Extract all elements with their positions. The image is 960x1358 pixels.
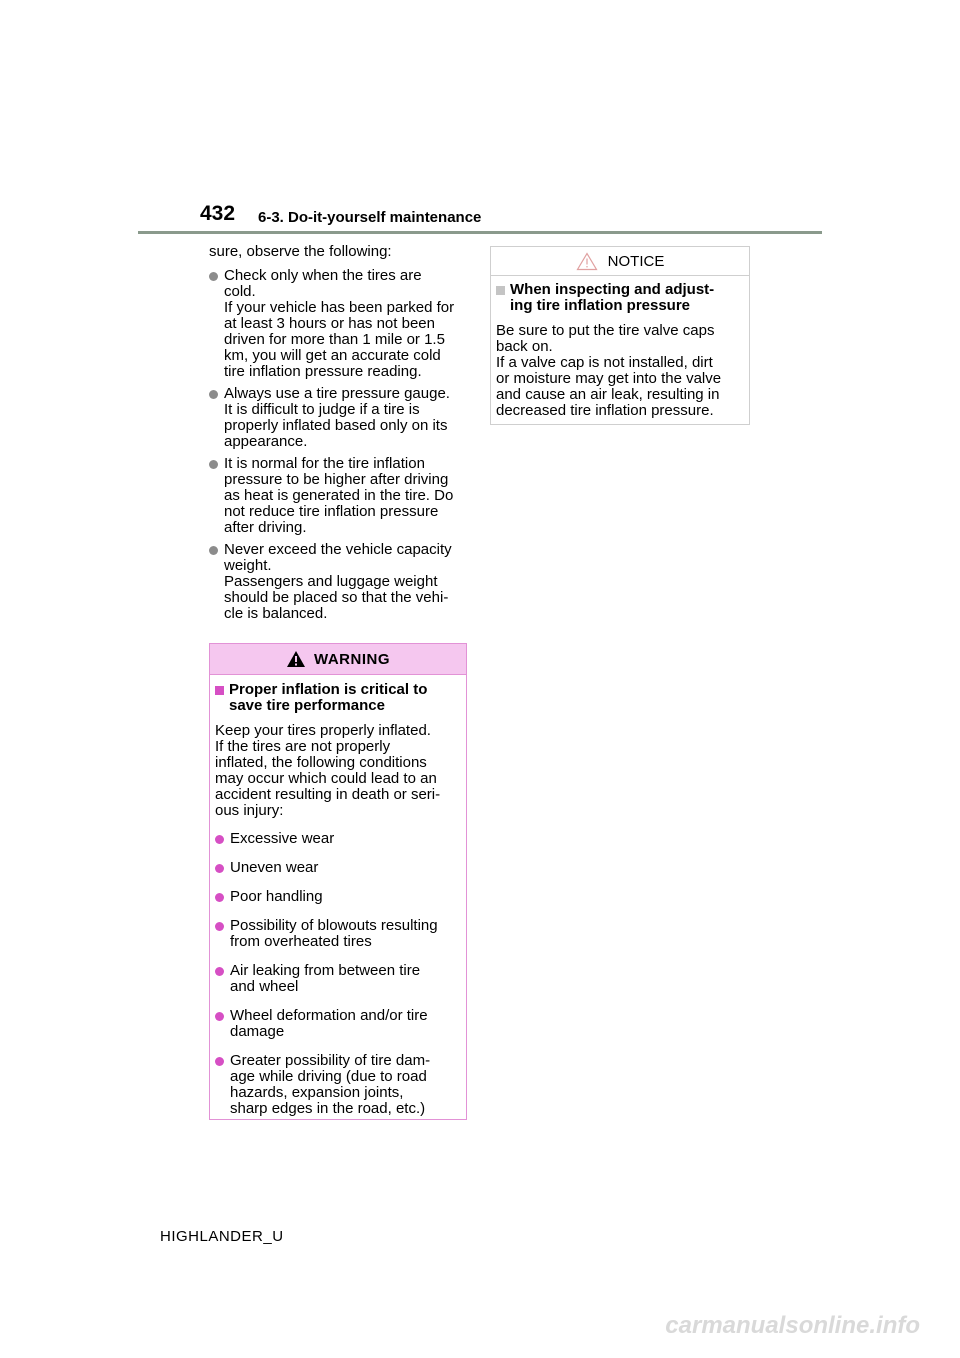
list-item — [215, 889, 461, 905]
list-item-text: It is normal for the tire inflation pressure to be higher after driving as heat is generated in the tire. Do not reduce tire inflation pressure after driving. — [224, 455, 454, 536]
bullet-icon — [209, 390, 218, 399]
section-title: 6-3. Do-it-yourself maintenance — [258, 209, 482, 226]
notice-heading — [496, 282, 744, 314]
bullet-icon — [215, 922, 224, 931]
warning-header — [210, 644, 466, 675]
notice-body — [491, 276, 749, 419]
list-item — [209, 268, 471, 380]
square-bullet-icon — [496, 286, 505, 295]
list-item — [215, 1008, 461, 1040]
list-item-text: Greater possibility of tire dam- age while driving (due to road hazards, expansion joints, sharp edges in the road, etc.) — [230, 1052, 431, 1117]
list-item — [209, 542, 471, 622]
bullet-icon — [215, 864, 224, 873]
list-item-text: Poor handling — [230, 888, 323, 905]
warning-heading-text: Proper inflation is critical to save tire performance — [229, 681, 428, 714]
warning-heading — [215, 682, 461, 714]
list-item — [215, 860, 461, 876]
list-item-text: Air leaking from between tire and wheel — [230, 962, 421, 995]
square-bullet-icon — [215, 686, 224, 695]
list-item-text: Possibility of blowouts resulting from overheated tires — [230, 917, 438, 950]
notice-box — [490, 246, 750, 425]
warning-body — [210, 675, 466, 1117]
bullet-icon — [209, 272, 218, 281]
watermark: carmanualsonline.info — [665, 1312, 920, 1339]
notice-label: NOTICE — [607, 252, 665, 270]
list-item — [215, 1053, 461, 1117]
caution-triangle-icon — [576, 252, 598, 271]
list-item-text: Never exceed the vehicle capacity weight. Passengers and luggage weight should be placed so that the vehi- cle is balanced. — [224, 541, 452, 622]
notice-header — [491, 247, 749, 276]
footer-model: HIGHLANDER_U — [160, 1228, 284, 1245]
warning-box — [209, 643, 467, 1120]
list-item-text: Excessive wear — [230, 830, 335, 847]
bullet-icon — [209, 546, 218, 555]
list-item-text: Wheel deformation and/or tire damage — [230, 1007, 428, 1040]
notice-heading-text: When inspecting and adjust- ing tire inflation pressure — [510, 281, 715, 314]
bullet-icon — [215, 1057, 224, 1066]
warning-label: WARNING — [314, 650, 390, 668]
intro-text: sure, observe the following: — [209, 243, 392, 260]
warning-paragraph: Keep your tires properly inflated. If the tires are not properly inflated, the following conditions may occur which could lead to an accident resulting in death or seri- ous injury: — [215, 722, 441, 819]
list-item-text: Always use a tire pressure gauge. It is difficult to judge if a tire is properly inflated based only on its appearance. — [224, 385, 450, 450]
bullet-icon — [209, 460, 218, 469]
list-item — [215, 831, 461, 847]
list-item — [209, 456, 471, 536]
warning-triangle-icon — [286, 650, 306, 668]
list-item — [209, 386, 471, 450]
notice-paragraph: Be sure to put the tire valve caps back on. If a valve cap is not installed, dirt or moisture may get into the valve and cause an air leak, resulting in decreased tire inflation pressure. — [496, 322, 722, 419]
bullet-icon — [215, 893, 224, 902]
list-item — [215, 918, 461, 950]
list-item-text: Check only when the tires are cold. If your vehicle has been parked for at least 3 hours or has not been driven for more than 1 mile or 1.5 km, you will get an accurate cold tire inflation pressure reading. — [224, 267, 455, 380]
page-number: 432 — [200, 202, 236, 225]
list-item-text: Uneven wear — [230, 859, 319, 876]
bullet-icon — [215, 967, 224, 976]
bullet-icon — [215, 835, 224, 844]
list-item — [215, 963, 461, 995]
left-column — [209, 244, 471, 628]
header-rule — [138, 231, 822, 234]
bullet-icon — [215, 1012, 224, 1021]
